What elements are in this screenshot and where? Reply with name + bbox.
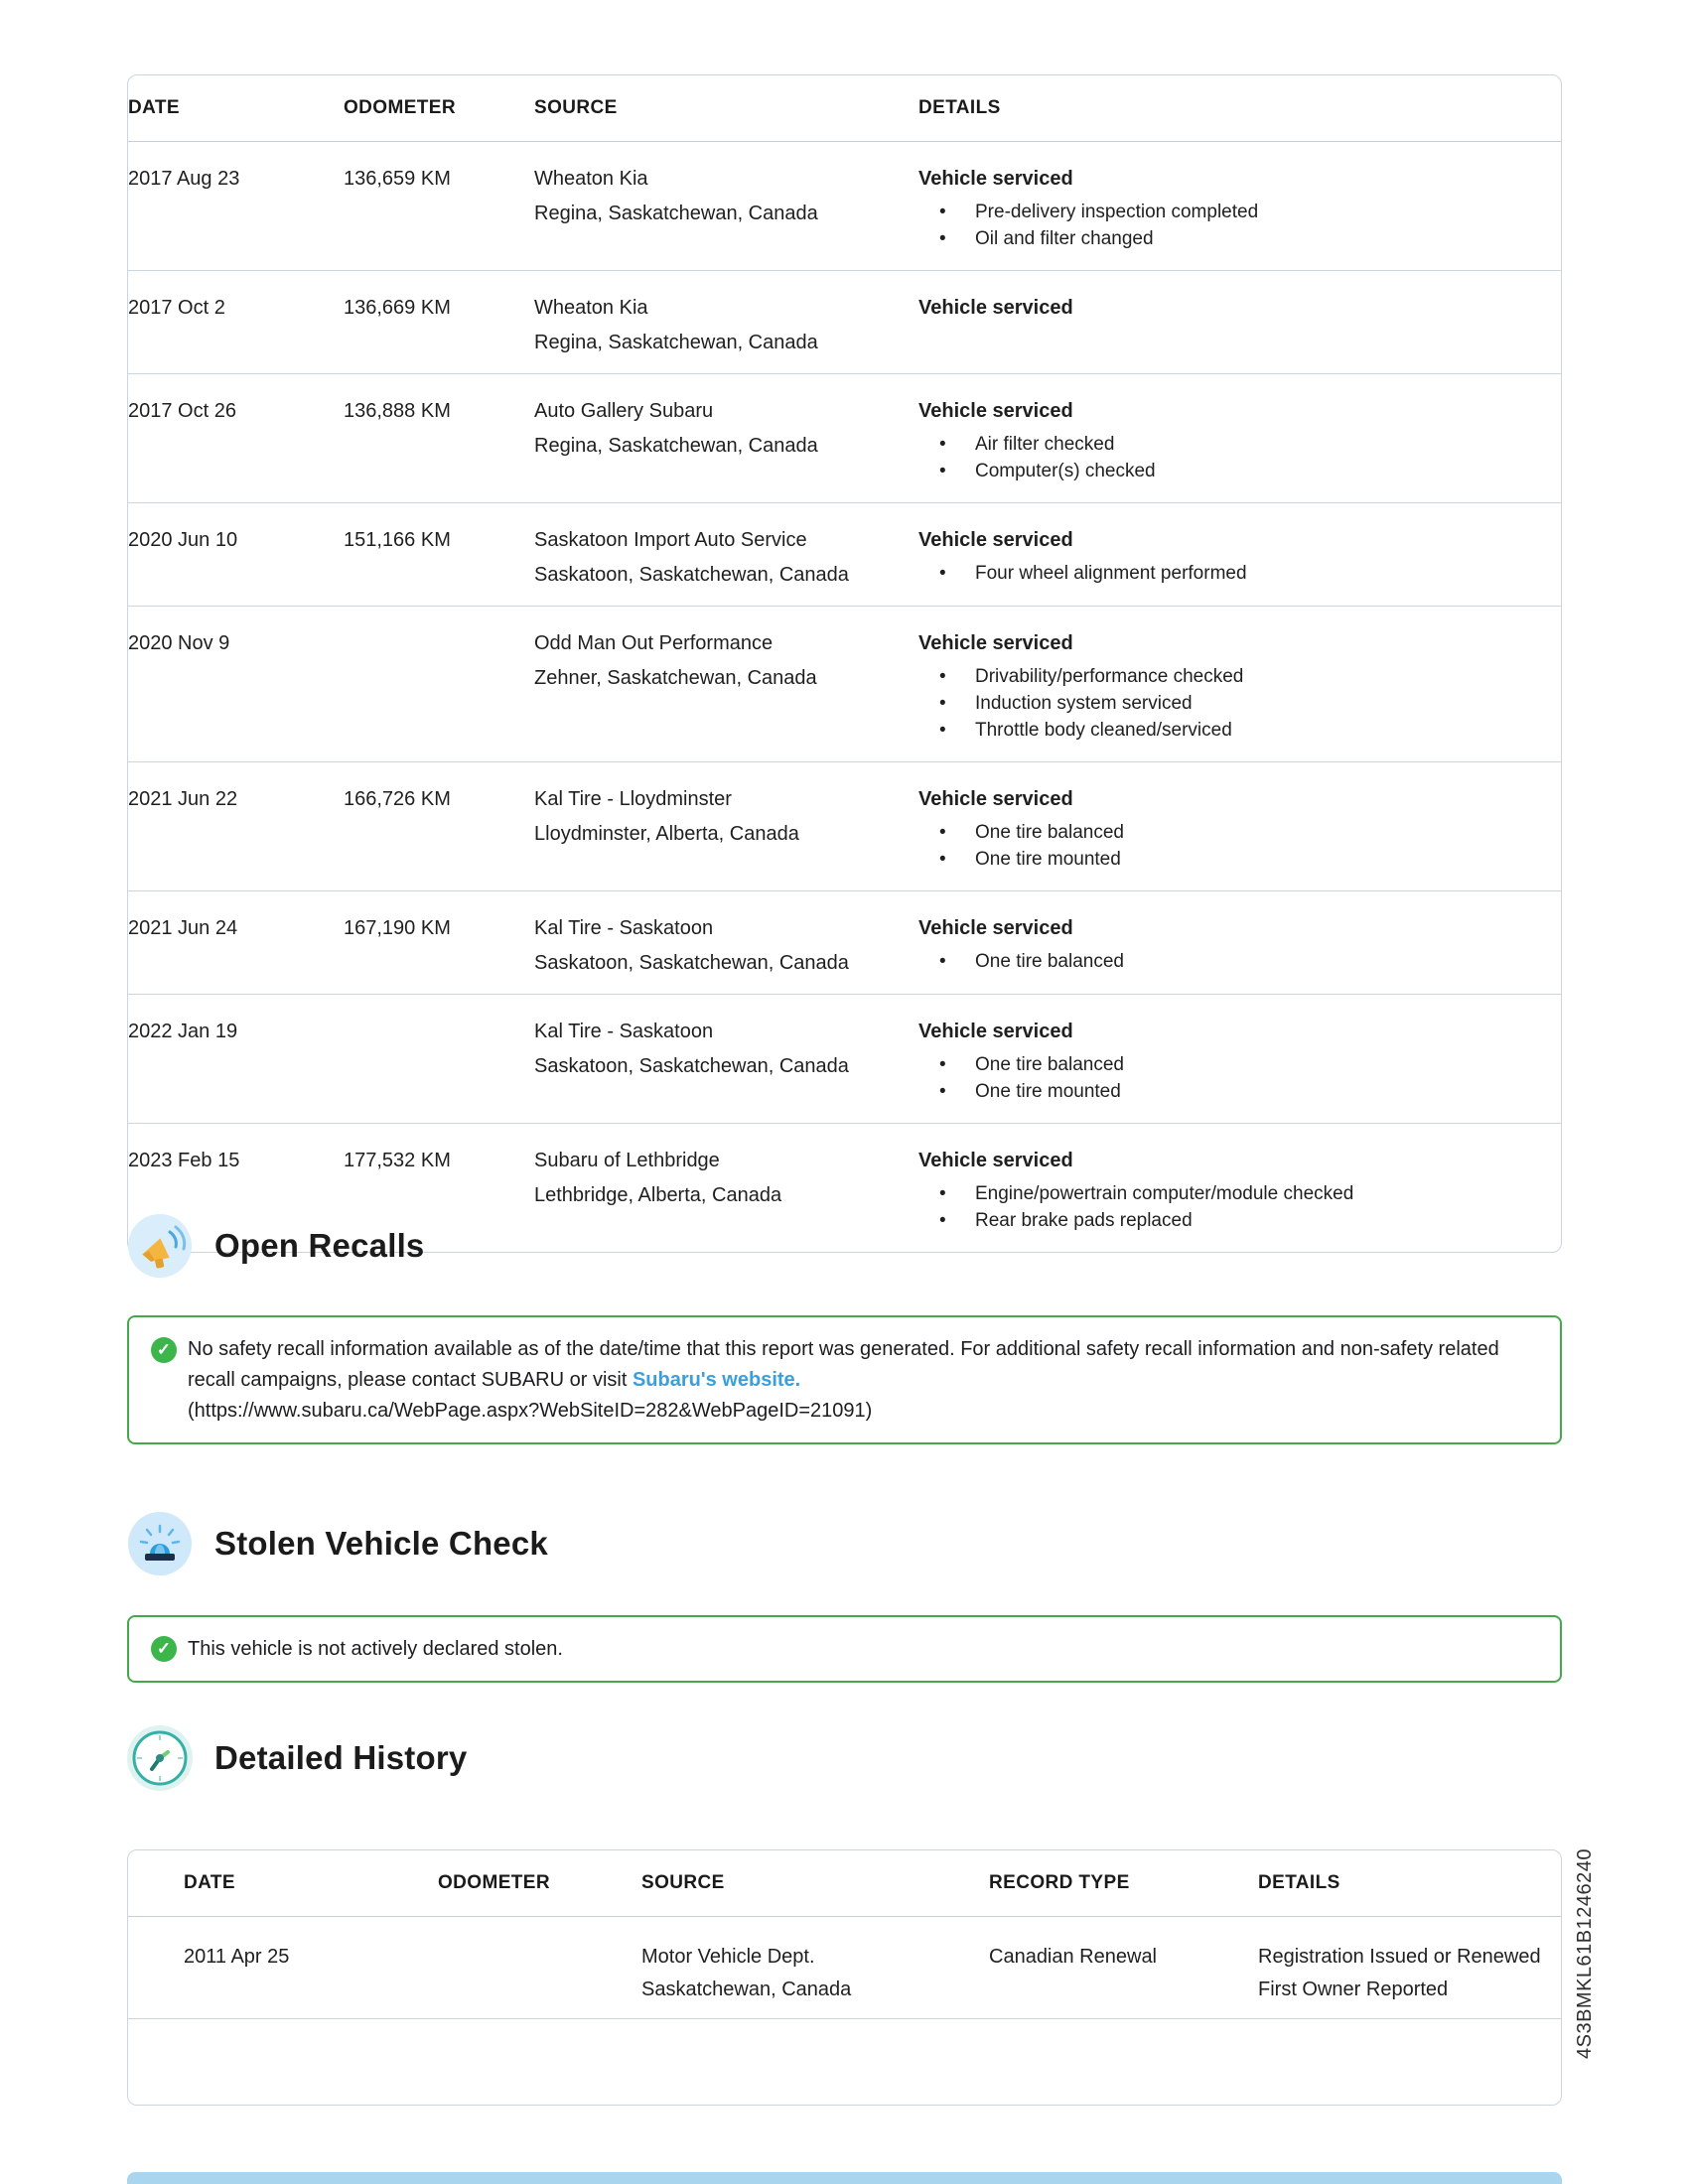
record-source [534,762,918,891]
stolen-vehicle-check-title: Stolen Vehicle Check [214,1525,548,1562]
details-item: • One tire mounted [934,1078,1551,1105]
history-header-details: DETAILS [1258,1872,1340,1893]
subaru-website-link[interactable]: Subaru's website. [632,1369,801,1391]
record-source [534,503,918,607]
next-page-edge-bar [127,2172,1562,2184]
source-location: Saskatoon, Saskatchewan, Canada [534,1055,849,1077]
history-empty-row [128,2019,1561,2107]
details-list [934,819,1551,873]
record-source [534,607,918,762]
record-date: 2023 Feb 15 [128,1150,240,1171]
record-details [918,503,1561,607]
record-date: 2022 Jan 19 [128,1021,238,1042]
source-location: Zehner, Saskatchewan, Canada [534,667,817,689]
details-item: • Drivability/performance checked [934,663,1551,690]
history-header-record-type: RECORD TYPE [989,1872,1130,1893]
source-location: Regina, Saskatchewan, Canada [534,332,818,353]
details-line: Registration Issued or Renewed [1258,1946,1541,1968]
record-odometer: 177,532 KM [344,1150,451,1171]
details-item: • One tire balanced [934,948,1551,975]
record-odometer: 136,659 KM [344,168,451,190]
details-item: • Induction system serviced [934,690,1551,717]
details-title: Vehicle serviced [918,1150,1073,1171]
record-details [918,271,1561,374]
details-title: Vehicle serviced [918,400,1073,422]
details-item: • Four wheel alignment performed [934,560,1551,587]
details-item: • One tire balanced [934,1051,1551,1078]
detailed-history-section-header [127,1725,467,1791]
record-details [918,142,1561,271]
stolen-vehicle-check-section-header [127,1511,548,1576]
record-details [918,607,1561,762]
record-date: 2011 Apr 25 [184,1946,290,1968]
details-list [934,1180,1551,1234]
details-item: • Rear brake pads replaced [934,1207,1551,1234]
service-table-row [128,374,1561,503]
details-list [934,560,1551,587]
detailed-history-title: Detailed History [214,1739,468,1776]
details-item: • Air filter checked [934,431,1551,458]
service-table-row [128,503,1561,607]
history-header-date: DATE [184,1872,235,1893]
details-item: • One tire mounted [934,846,1551,873]
source-location: Lethbridge, Alberta, Canada [534,1184,782,1206]
source-name: Motor Vehicle Dept. [641,1946,815,1968]
source-location: Saskatoon, Saskatchewan, Canada [534,564,849,586]
service-table-row [128,762,1561,891]
open-recalls-section-header [127,1213,425,1279]
record-type: Canadian Renewal [989,1946,1158,1968]
record-details [918,374,1561,503]
details-title: Vehicle serviced [918,1021,1073,1042]
open-recalls-title: Open Recalls [214,1227,425,1264]
service-table-header-row [128,75,1561,142]
stolen-vehicle-notice [127,1615,1562,1683]
record-odometer [344,607,534,762]
detailed-history-table [127,1849,1562,2106]
details-title: Vehicle serviced [918,168,1073,190]
record-source [534,271,918,374]
record-odometer: 136,669 KM [344,297,451,319]
record-details [918,1124,1561,1253]
record-odometer [344,995,534,1124]
recall-message-text: No safety recall information available as of the date/time that this report was generated. For additional safety recall information and non-safety related recall campaigns, please contact SUBARU or visit [188,1338,1499,1391]
details-title: Vehicle serviced [918,297,1073,319]
history-table-row [128,1917,1561,2019]
record-source [534,142,918,271]
details-list [934,431,1551,484]
record-source [534,891,918,995]
record-details [1258,1917,1561,2019]
siren-icon [127,1511,193,1576]
record-odometer: 151,166 KM [344,529,451,551]
source-name: Odd Man Out Performance [534,632,774,654]
service-header-odometer: ODOMETER [344,97,456,118]
record-odometer: 136,888 KM [344,400,451,422]
record-date: 2021 Jun 22 [128,788,238,810]
record-source [534,995,918,1124]
megaphone-icon [127,1213,193,1279]
record-source [534,1124,918,1253]
details-list [934,1051,1551,1105]
source-name: Subaru of Lethbridge [534,1150,720,1171]
check-circle-icon: ✓ [151,1636,177,1662]
record-details [918,995,1561,1124]
service-table-row [128,271,1561,374]
details-title: Vehicle serviced [918,529,1073,551]
check-circle-icon: ✓ [151,1337,177,1363]
details-title: Vehicle serviced [918,917,1073,939]
details-title: Vehicle serviced [918,788,1073,810]
service-header-source: SOURCE [534,97,618,118]
record-source [534,374,918,503]
record-odometer [438,1917,641,2019]
source-location: Lloydminster, Alberta, Canada [534,823,799,845]
source-name: Wheaton Kia [534,297,648,319]
service-table-row [128,607,1561,762]
source-name: Wheaton Kia [534,168,648,190]
record-source [641,1917,989,2019]
source-name: Auto Gallery Subaru [534,400,714,422]
vin-vertical-label: 4S3BMKL61B1246240 [1574,1848,1596,2059]
source-location: Regina, Saskatchewan, Canada [534,203,818,224]
history-table-header-row [128,1850,1561,1917]
service-table-row [128,995,1561,1124]
record-date: 2021 Jun 24 [128,917,238,939]
recall-url-line: (https://www.subaru.ca/WebPage.aspx?WebSiteID=282&WebPageID=21091) [188,1400,873,1422]
service-records-table [127,74,1562,1253]
record-date: 2017 Aug 23 [128,168,240,190]
details-item: • Engine/powertrain computer/module checked [934,1180,1551,1207]
details-list [934,948,1551,975]
service-table-row [128,142,1561,271]
details-item: • Throttle body cleaned/serviced [934,717,1551,744]
record-odometer: 167,190 KM [344,917,451,939]
history-header-source: SOURCE [641,1872,725,1893]
details-item: • Computer(s) checked [934,458,1551,484]
source-location: Regina, Saskatchewan, Canada [534,435,818,457]
history-header-odometer: ODOMETER [438,1872,550,1893]
details-item: • Pre-delivery inspection completed [934,199,1551,225]
open-recalls-notice [127,1315,1562,1444]
gauge-icon [127,1725,193,1791]
record-date: 2017 Oct 2 [128,297,225,319]
details-title: Vehicle serviced [918,632,1073,654]
record-details [918,762,1561,891]
details-item: • One tire balanced [934,819,1551,846]
source-name: Kal Tire - Saskatoon [534,917,714,939]
details-item: • Oil and filter changed [934,225,1551,252]
service-header-date: DATE [128,97,180,118]
source-name: Kal Tire - Saskatoon [534,1021,714,1042]
details-list [934,199,1551,252]
source-name: Kal Tire - Lloydminster [534,788,732,810]
stolen-vehicle-message: This vehicle is not actively declared stolen. [188,1638,563,1660]
source-name: Saskatoon Import Auto Service [534,529,807,551]
service-table-row [128,891,1561,995]
record-date: 2020 Jun 10 [128,529,238,551]
source-location: Saskatoon, Saskatchewan, Canada [534,952,849,974]
source-location: Saskatchewan, Canada [641,1979,852,2000]
record-details [918,891,1561,995]
empty-cell [128,2019,1561,2107]
details-list [934,663,1551,744]
record-date: 2017 Oct 26 [128,400,236,422]
service-header-details: DETAILS [918,97,1001,118]
record-date: 2020 Nov 9 [128,632,230,654]
record-odometer: 166,726 KM [344,788,451,810]
open-recalls-message [188,1334,1540,1427]
details-line: First Owner Reported [1258,1979,1449,2000]
